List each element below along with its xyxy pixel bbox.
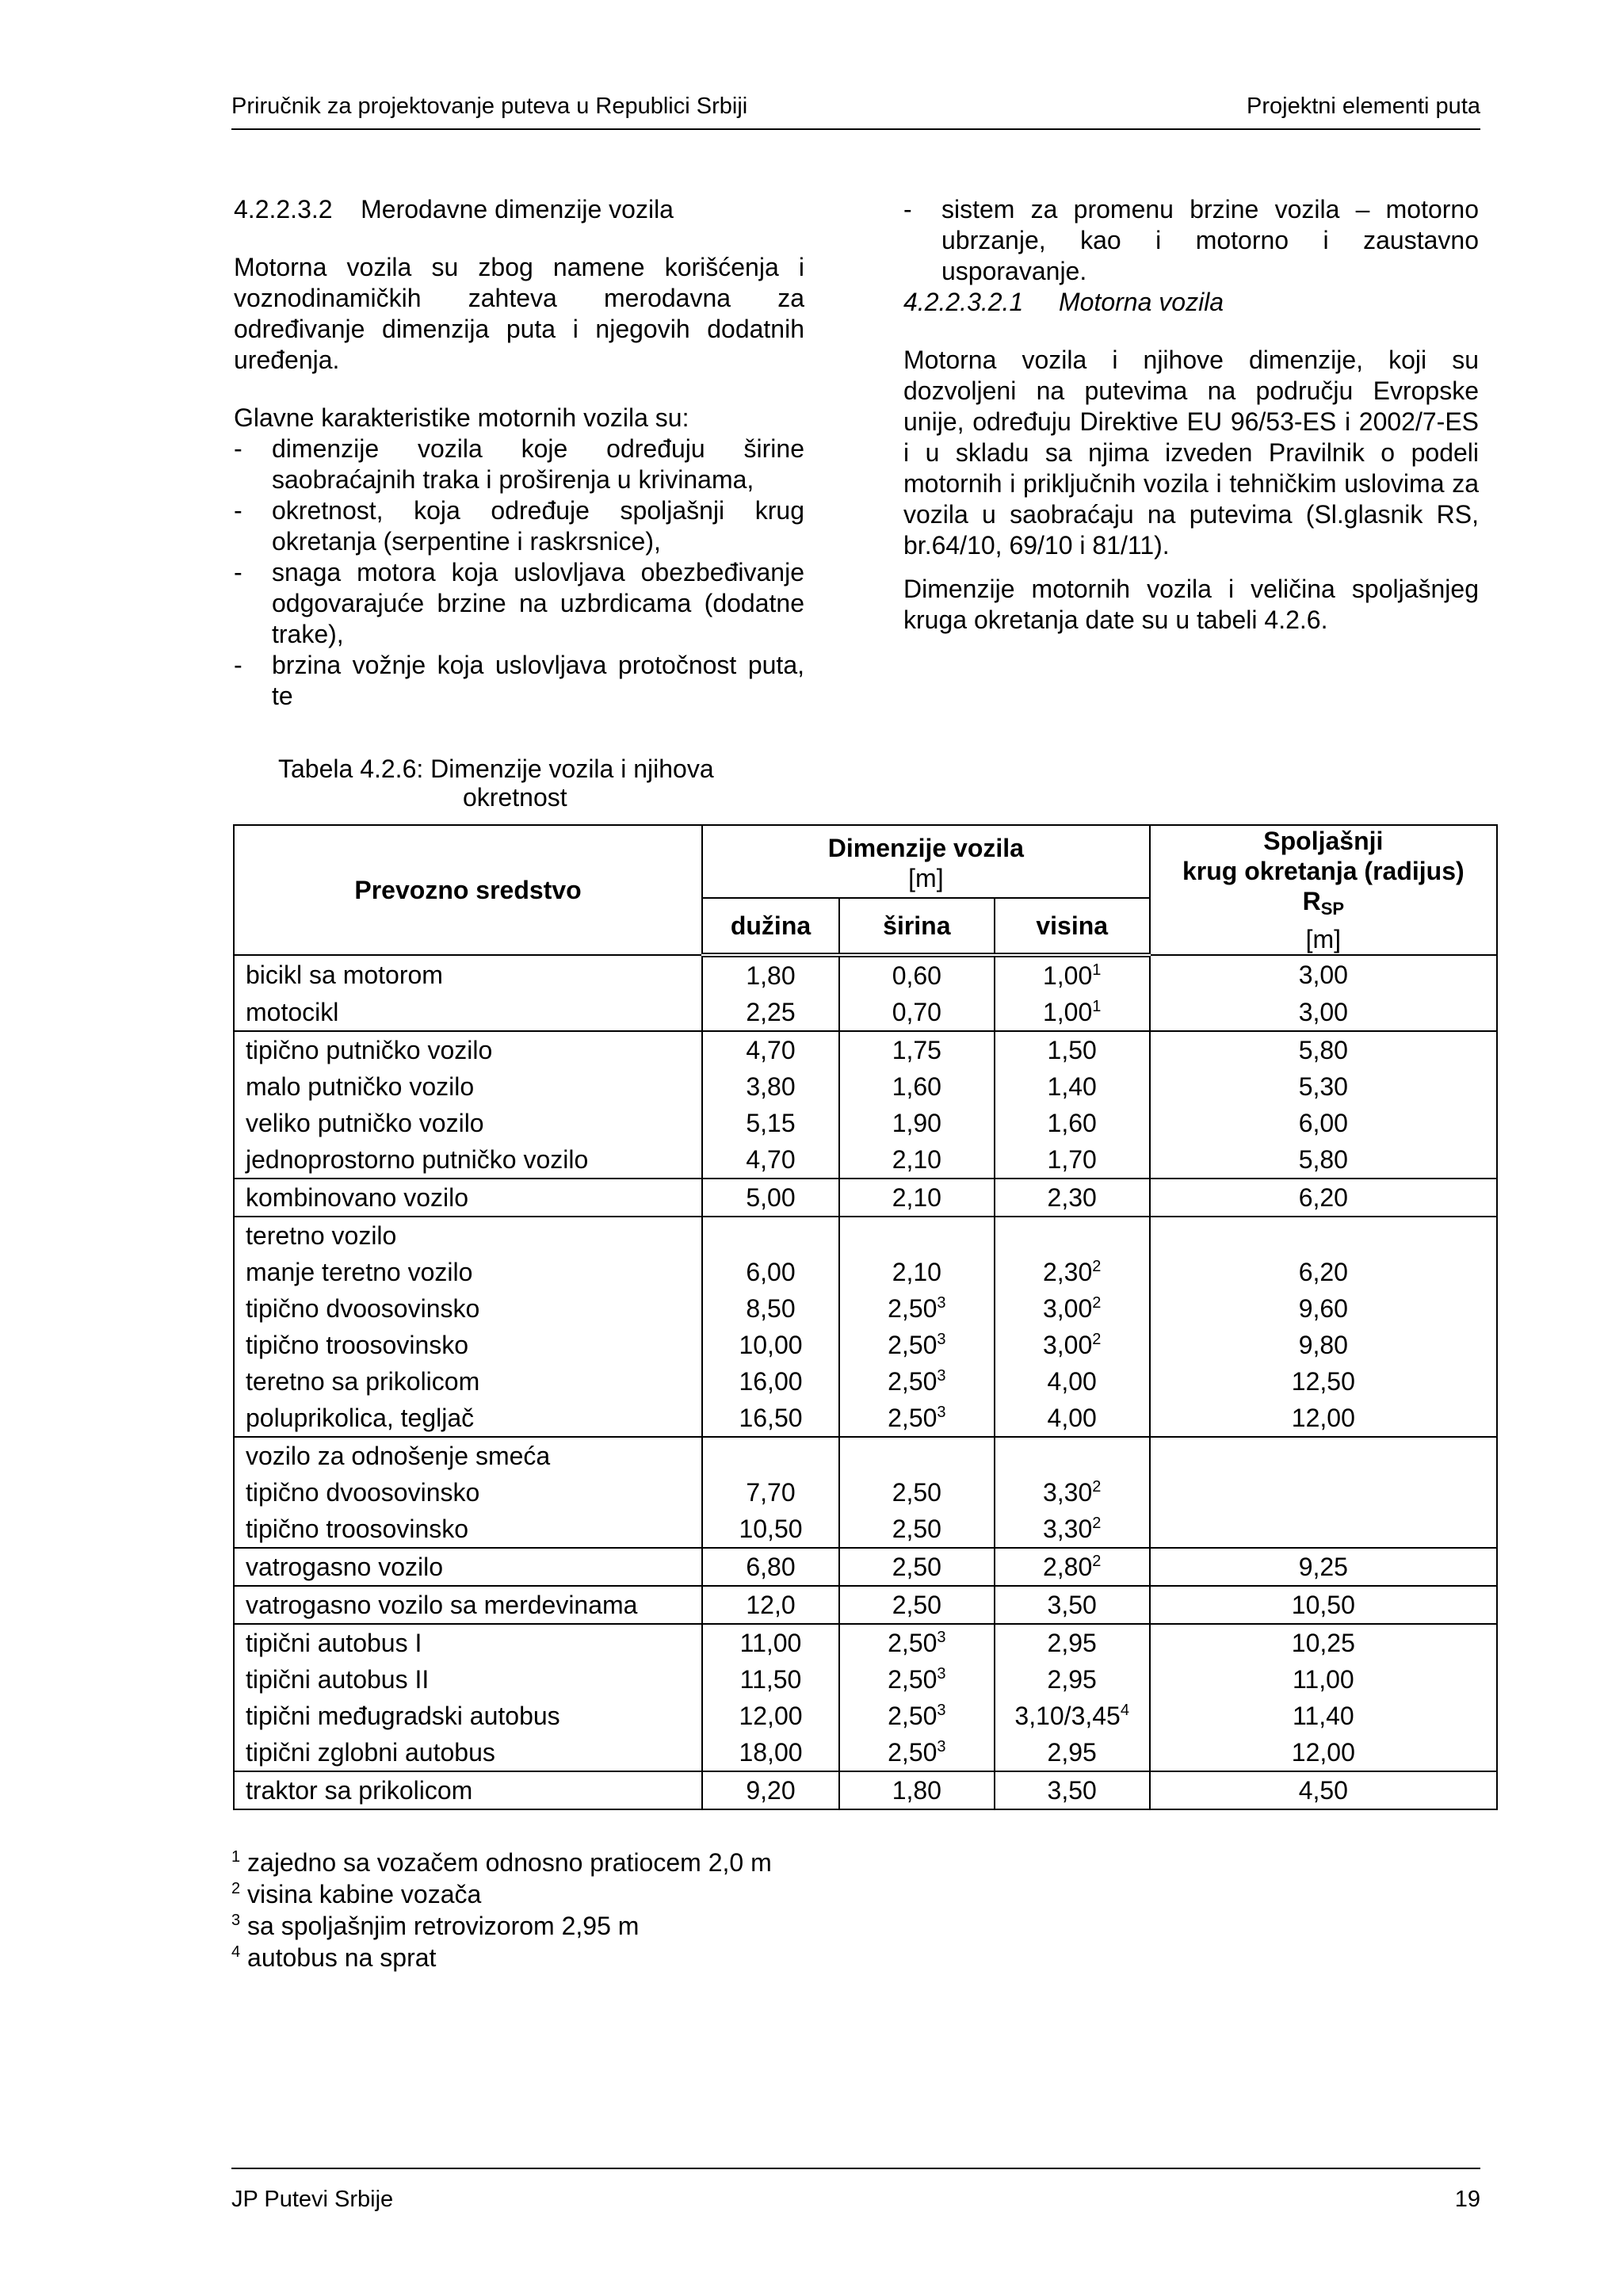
table-row xyxy=(234,1734,1497,1771)
cell-height: 4,00 xyxy=(995,1400,1150,1437)
cell-vehicle: jednoprostorno putničko vozilo xyxy=(234,1141,702,1179)
cell-width: 2,10 xyxy=(839,1179,995,1217)
subsection-title: Motorna vozila xyxy=(1059,288,1224,316)
list-item: - sistem za promenu brzine vozila – motorno ubrzanje, kao i motorno i zaustavno usporavanje. xyxy=(903,194,1479,287)
right-column xyxy=(903,194,1479,636)
characteristics-list-cont xyxy=(903,194,1479,287)
cell-length: 12,00 xyxy=(702,1698,839,1734)
cell-length: 7,70 xyxy=(702,1474,839,1511)
cell-length: 16,50 xyxy=(702,1400,839,1437)
cell-vehicle: teretno sa prikolicom xyxy=(234,1363,702,1400)
table-row xyxy=(234,1400,1497,1437)
list-item: - okretnost, koja određuje spoljašnji krug okretanja (serpentine i raskrsnice), xyxy=(234,495,804,557)
cell-vehicle: tipično dvoosovinsko xyxy=(234,1474,702,1511)
cell-turning-radius: 3,00 xyxy=(1150,955,1497,994)
cell-width: 0,70 xyxy=(839,994,995,1031)
cell-height: 1,40 xyxy=(995,1068,1150,1105)
col-header-length: dužina xyxy=(702,898,839,955)
cell-turning-radius: 12,50 xyxy=(1150,1363,1497,1400)
cell-turning-radius xyxy=(1150,1474,1497,1511)
cell-length: 16,00 xyxy=(702,1363,839,1400)
cell-height xyxy=(995,1217,1150,1254)
cell-vehicle: tipično troosovinsko xyxy=(234,1511,702,1548)
table-row xyxy=(234,1698,1497,1734)
cell-turning-radius: 3,00 xyxy=(1150,994,1497,1031)
cell-vehicle: malo putničko vozilo xyxy=(234,1068,702,1105)
caption-line: okretnost xyxy=(463,783,567,812)
cell-vehicle: vozilo za odnošenje smeća xyxy=(234,1437,702,1474)
col-header-vehicle: Prevozno sredstvo xyxy=(234,825,702,955)
subsection-heading xyxy=(903,287,1479,318)
cell-width: 1,90 xyxy=(839,1105,995,1141)
cell-height: 3,50 xyxy=(995,1586,1150,1624)
cell-length: 3,80 xyxy=(702,1068,839,1105)
cell-width: 1,75 xyxy=(839,1031,995,1068)
cell-vehicle: vatrogasno vozilo xyxy=(234,1548,702,1586)
list-item: - dimenzije vozila koje određuju širine saobraćajnih traka i proširenja u krivinama, xyxy=(234,434,804,495)
cell-vehicle: poluprikolica, tegljač xyxy=(234,1400,702,1437)
cell-height: 3,00$^2$ xyxy=(995,1327,1150,1363)
cell-height: 3,30$^2$ xyxy=(995,1474,1150,1511)
col-header-turning-radius: Spoljašnji krug okretanja (radijus) $R_{SP}$ [m] xyxy=(1150,825,1497,955)
col-header-height: visina xyxy=(995,898,1150,955)
table-row xyxy=(234,955,1497,994)
cell-height: 2,95 xyxy=(995,1661,1150,1698)
page-number: 19 xyxy=(1454,2187,1480,2212)
cell-width: 2,50 xyxy=(839,1548,995,1586)
footnote: $^3$ sa spoljašnjim retrovizorom 2,95 m xyxy=(231,1912,640,1940)
section-title: Merodavne dimenzije vozila xyxy=(361,195,674,223)
table-row xyxy=(234,1179,1497,1217)
cell-height xyxy=(995,1437,1150,1474)
cell-vehicle: tipično putničko vozilo xyxy=(234,1031,702,1068)
cell-height: 3,50 xyxy=(995,1771,1150,1809)
table-row xyxy=(234,1624,1497,1661)
cell-width: 0,60 xyxy=(839,955,995,994)
cell-vehicle: tipični autobus II xyxy=(234,1661,702,1698)
table-caption xyxy=(278,755,714,812)
cell-height: 3,00$^2$ xyxy=(995,1290,1150,1327)
cell-vehicle: tipično troosovinsko xyxy=(234,1327,702,1363)
cell-turning-radius: 12,00 xyxy=(1150,1400,1497,1437)
table-row xyxy=(234,1586,1497,1624)
vehicle-dimensions-table xyxy=(233,824,1498,1810)
cell-length: 11,00 xyxy=(702,1624,839,1661)
cell-length: 8,50 xyxy=(702,1290,839,1327)
cell-width xyxy=(839,1217,995,1254)
cell-width: 2,50$^3$ xyxy=(839,1661,995,1698)
section-number: 4.2.2.3.2 xyxy=(234,195,333,223)
cell-vehicle: bicikl sa motorom xyxy=(234,955,702,994)
cell-width: 2,50 xyxy=(839,1511,995,1548)
footnote: $^1$ zajedno sa vozačem odnosno pratiocem 2,0 m xyxy=(231,1848,772,1877)
cell-height: 1,00$^1$ xyxy=(995,955,1150,994)
cell-height: 3,30$^2$ xyxy=(995,1511,1150,1548)
cell-length: 10,50 xyxy=(702,1511,839,1548)
cell-height: 1,60 xyxy=(995,1105,1150,1141)
cell-turning-radius: 9,80 xyxy=(1150,1327,1497,1363)
cell-width: 2,50 xyxy=(839,1586,995,1624)
cell-height: 1,00$^1$ xyxy=(995,994,1150,1031)
table-row xyxy=(234,1437,1497,1474)
cell-height: 2,80$^2$ xyxy=(995,1548,1150,1586)
section-heading xyxy=(234,194,804,225)
cell-vehicle: kombinovano vozilo xyxy=(234,1179,702,1217)
cell-width xyxy=(839,1437,995,1474)
cell-length: 4,70 xyxy=(702,1031,839,1068)
header-section: Projektni elementi puta xyxy=(1247,94,1480,119)
table-row xyxy=(234,1327,1497,1363)
footer-org: JP Putevi Srbije xyxy=(231,2187,394,2212)
cell-vehicle: veliko putničko vozilo xyxy=(234,1105,702,1141)
list-item: - brzina vožnje koja uslovljava protočnost puta, te xyxy=(234,650,804,712)
cell-turning-radius: 9,25 xyxy=(1150,1548,1497,1586)
cell-vehicle: teretno vozilo xyxy=(234,1217,702,1254)
cell-turning-radius xyxy=(1150,1511,1497,1548)
table-row xyxy=(234,1511,1497,1548)
cell-width: 2,50$^3$ xyxy=(839,1400,995,1437)
page-header xyxy=(231,94,1480,130)
cell-width: 2,50$^3$ xyxy=(839,1734,995,1771)
col-header-dimensions: Dimenzije vozila [m] xyxy=(702,825,1150,898)
cell-width: 1,60 xyxy=(839,1068,995,1105)
cell-height: 4,00 xyxy=(995,1363,1150,1400)
table-row xyxy=(234,1661,1497,1698)
cell-length: 9,20 xyxy=(702,1771,839,1809)
cell-turning-radius: 5,80 xyxy=(1150,1031,1497,1068)
cell-length: 6,00 xyxy=(702,1254,839,1290)
paragraph: Motorna vozila i njihove dimenzije, koji su dozvoljeni na putevima na području Evropske unije, određuju Direktive EU 96/53-ES i 2002/7-ES i u skladu sa njima izveden Pravilnik o podeli motornih i priključnih vozila i tehničkim uslovima za vozila u saobraćaju na putevima (Sl.glasnik RS, br.64/10, 69/10 i 81/11). xyxy=(903,346,1479,560)
cell-vehicle: tipični međugradski autobus xyxy=(234,1698,702,1734)
cell-vehicle: manje teretno vozilo xyxy=(234,1254,702,1290)
table-row xyxy=(234,1771,1497,1809)
cell-turning-radius: 10,25 xyxy=(1150,1624,1497,1661)
cell-turning-radius: 6,00 xyxy=(1150,1105,1497,1141)
cell-length: 18,00 xyxy=(702,1734,839,1771)
cell-height: 2,30$^2$ xyxy=(995,1254,1150,1290)
cell-turning-radius: 12,00 xyxy=(1150,1734,1497,1771)
paragraph: Glavne karakteristike motornih vozila su: xyxy=(234,403,689,432)
cell-length: 12,0 xyxy=(702,1586,839,1624)
cell-length: 4,70 xyxy=(702,1141,839,1179)
cell-length: 5,00 xyxy=(702,1179,839,1217)
table-row xyxy=(234,1254,1497,1290)
page-footer xyxy=(231,2168,1480,2213)
cell-turning-radius: 5,30 xyxy=(1150,1068,1497,1105)
cell-turning-radius: 6,20 xyxy=(1150,1179,1497,1217)
cell-turning-radius: 9,60 xyxy=(1150,1290,1497,1327)
footnote: $^4$ autobus na sprat xyxy=(231,1943,437,1972)
cell-height: 2,30 xyxy=(995,1179,1150,1217)
cell-width: 2,50$^3$ xyxy=(839,1363,995,1400)
cell-vehicle: vatrogasno vozilo sa merdevinama xyxy=(234,1586,702,1624)
footnote: $^2$ visina kabine vozača xyxy=(231,1880,482,1908)
cell-vehicle: motocikl xyxy=(234,994,702,1031)
table-footnotes xyxy=(231,1847,802,1973)
cell-turning-radius: 11,40 xyxy=(1150,1698,1497,1734)
table-row xyxy=(234,1474,1497,1511)
cell-turning-radius: 5,80 xyxy=(1150,1141,1497,1179)
cell-width: 2,10 xyxy=(839,1254,995,1290)
col-header-width: širina xyxy=(839,898,995,955)
table-row xyxy=(234,1363,1497,1400)
cell-height: 1,70 xyxy=(995,1141,1150,1179)
subsection-number: 4.2.2.3.2.1 xyxy=(903,288,1024,316)
cell-height: 2,95 xyxy=(995,1734,1150,1771)
cell-length xyxy=(702,1437,839,1474)
left-column xyxy=(234,194,804,712)
cell-width: 2,50$^3$ xyxy=(839,1290,995,1327)
table-row xyxy=(234,994,1497,1031)
table-row xyxy=(234,1290,1497,1327)
table-row xyxy=(234,1217,1497,1254)
cell-length: 5,15 xyxy=(702,1105,839,1141)
characteristics-list xyxy=(234,434,804,712)
cell-width: 2,10 xyxy=(839,1141,995,1179)
cell-width: 2,50$^3$ xyxy=(839,1624,995,1661)
cell-turning-radius xyxy=(1150,1437,1497,1474)
cell-length: 11,50 xyxy=(702,1661,839,1698)
cell-height: 2,95 xyxy=(995,1624,1150,1661)
cell-turning-radius: 11,00 xyxy=(1150,1661,1497,1698)
table-row xyxy=(234,1105,1497,1141)
cell-turning-radius xyxy=(1150,1217,1497,1254)
cell-vehicle: tipični zglobni autobus xyxy=(234,1734,702,1771)
paragraph: Dimenzije motornih vozila i veličina spoljašnjeg kruga okretanja date su u tabeli 4.2.6. xyxy=(903,575,1479,634)
cell-length: 6,80 xyxy=(702,1548,839,1586)
cell-turning-radius: 10,50 xyxy=(1150,1586,1497,1624)
cell-width: 2,50 xyxy=(839,1474,995,1511)
cell-vehicle: tipični autobus I xyxy=(234,1624,702,1661)
table-row xyxy=(234,1548,1497,1586)
caption-line: Tabela 4.2.6: Dimenzije vozila i njihova xyxy=(278,755,714,783)
cell-width: 2,50$^3$ xyxy=(839,1327,995,1363)
table-row xyxy=(234,1031,1497,1068)
cell-width: 2,50$^3$ xyxy=(839,1698,995,1734)
cell-vehicle: traktor sa prikolicom xyxy=(234,1771,702,1809)
cell-width: 1,80 xyxy=(839,1771,995,1809)
cell-length xyxy=(702,1217,839,1254)
cell-turning-radius: 6,20 xyxy=(1150,1254,1497,1290)
cell-length: 10,00 xyxy=(702,1327,839,1363)
list-item: - snaga motora koja uslovljava obezbeđivanje odgovarajuće brzine na uzbrdicama (dodatne trake), xyxy=(234,557,804,650)
cell-vehicle: tipično dvoosovinsko xyxy=(234,1290,702,1327)
paragraph: Motorna vozila su zbog namene korišćenja i voznodinamičkih zahteva merodavna za određivanje dimenzija puta i njegovih dodatnih uređenja. xyxy=(234,253,804,374)
cell-height: 3,10/3,45$^4$ xyxy=(995,1698,1150,1734)
cell-length: 2,25 xyxy=(702,994,839,1031)
table-row xyxy=(234,1068,1497,1105)
header-title: Priručnik za projektovanje puteva u Republici Srbiji xyxy=(231,94,748,119)
table-row xyxy=(234,1141,1497,1179)
cell-height: 1,50 xyxy=(995,1031,1150,1068)
cell-length: 1,80 xyxy=(702,955,839,994)
cell-turning-radius: 4,50 xyxy=(1150,1771,1497,1809)
